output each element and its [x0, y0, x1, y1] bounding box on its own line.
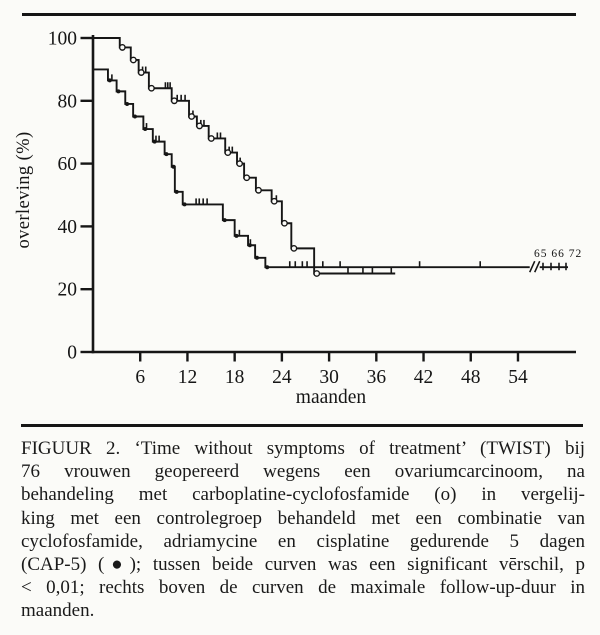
caption-line: cyclofosfamide, adriamycine en cisplatine gedurende 5 dagen: [21, 530, 585, 552]
event-marker-open-circle: [314, 271, 319, 276]
caption-line: 76 vrouwen geopereerd wegens een ovariumcarcinoom, na: [21, 461, 585, 483]
event-marker-open-circle: [244, 175, 249, 180]
x-tick-label: 30: [319, 367, 339, 388]
caption-line: maanden.: [21, 600, 95, 622]
caption-line: < 0,01; rechts boven de curven de maximale follow-up-duur in: [21, 577, 585, 599]
event-marker-filled-dot: [175, 190, 179, 194]
x-tick-label: 54: [508, 367, 528, 388]
event-marker-filled-dot: [255, 256, 259, 260]
caption-line: FIGUUR 2. ‘Time without symptoms of treatment’ (TWIST) bij: [21, 438, 585, 459]
caption-line: king met een controlegroep behandeld met een combinatie van: [21, 507, 585, 529]
axis-break-mark: [530, 261, 535, 272]
y-tick-label: 100: [47, 28, 77, 50]
event-marker-open-circle: [131, 57, 136, 62]
event-marker-open-circle: [172, 98, 177, 103]
event-marker-open-circle: [272, 199, 277, 204]
event-marker-filled-dot: [172, 165, 176, 169]
caption-line: behandeling met carboplatine-cyclofosfamide (o) in vergelij-: [21, 484, 585, 506]
figure-caption: [21, 437, 585, 623]
y-tick-label: 60: [57, 154, 77, 176]
event-marker-open-circle: [282, 221, 287, 226]
event-marker-filled-dot: [153, 140, 157, 144]
event-marker-filled-dot: [116, 89, 120, 93]
event-marker-filled-dot: [108, 78, 112, 82]
event-marker-open-circle: [225, 150, 230, 155]
x-tick-label: 24: [272, 367, 292, 388]
event-marker-open-circle: [256, 188, 261, 193]
event-marker-filled-dot: [133, 115, 137, 119]
x-tick-label: 48: [461, 367, 481, 388]
x-axis-label: maanden: [295, 387, 367, 408]
event-marker-open-circle: [197, 123, 202, 128]
event-marker-open-circle: [149, 86, 154, 91]
event-marker-filled-dot: [125, 102, 129, 106]
event-marker-open-circle: [291, 246, 296, 251]
event-marker-open-circle: [209, 136, 214, 141]
y-tick-label: 20: [57, 279, 77, 301]
y-axis-label: overleving (%): [14, 131, 34, 249]
event-marker-filled-dot: [265, 265, 269, 269]
event-marker-open-circle: [189, 114, 194, 119]
event-marker-filled-dot: [164, 152, 168, 156]
x-tick-label: 18: [224, 367, 245, 388]
y-tick-label: 80: [57, 91, 77, 113]
x-tick-label: 36: [366, 367, 387, 388]
x-tick-label: 42: [413, 367, 434, 388]
event-marker-filled-dot: [223, 218, 227, 222]
event-marker-filled-dot: [248, 243, 252, 247]
survival-curve-cap5: [93, 69, 530, 267]
followup-duration-label: 65 66 72: [534, 248, 583, 260]
x-tick-label: 12: [177, 367, 198, 388]
event-marker-filled-dot: [143, 127, 147, 131]
event-marker-open-circle: [139, 70, 144, 75]
event-marker-filled-dot: [234, 234, 238, 238]
caption-rule: [21, 424, 583, 427]
x-tick-label: 6: [135, 367, 146, 388]
event-marker-open-circle: [120, 45, 125, 50]
axis-break-mark: [535, 261, 540, 272]
y-tick-label: 40: [57, 216, 77, 238]
event-marker-filled-dot: [183, 202, 187, 206]
event-marker-open-circle: [237, 161, 242, 166]
caption-line: (CAP-5) (●); tussen beide curven was een significant vērschil, p: [21, 554, 585, 576]
y-tick-label: 0: [67, 342, 77, 364]
